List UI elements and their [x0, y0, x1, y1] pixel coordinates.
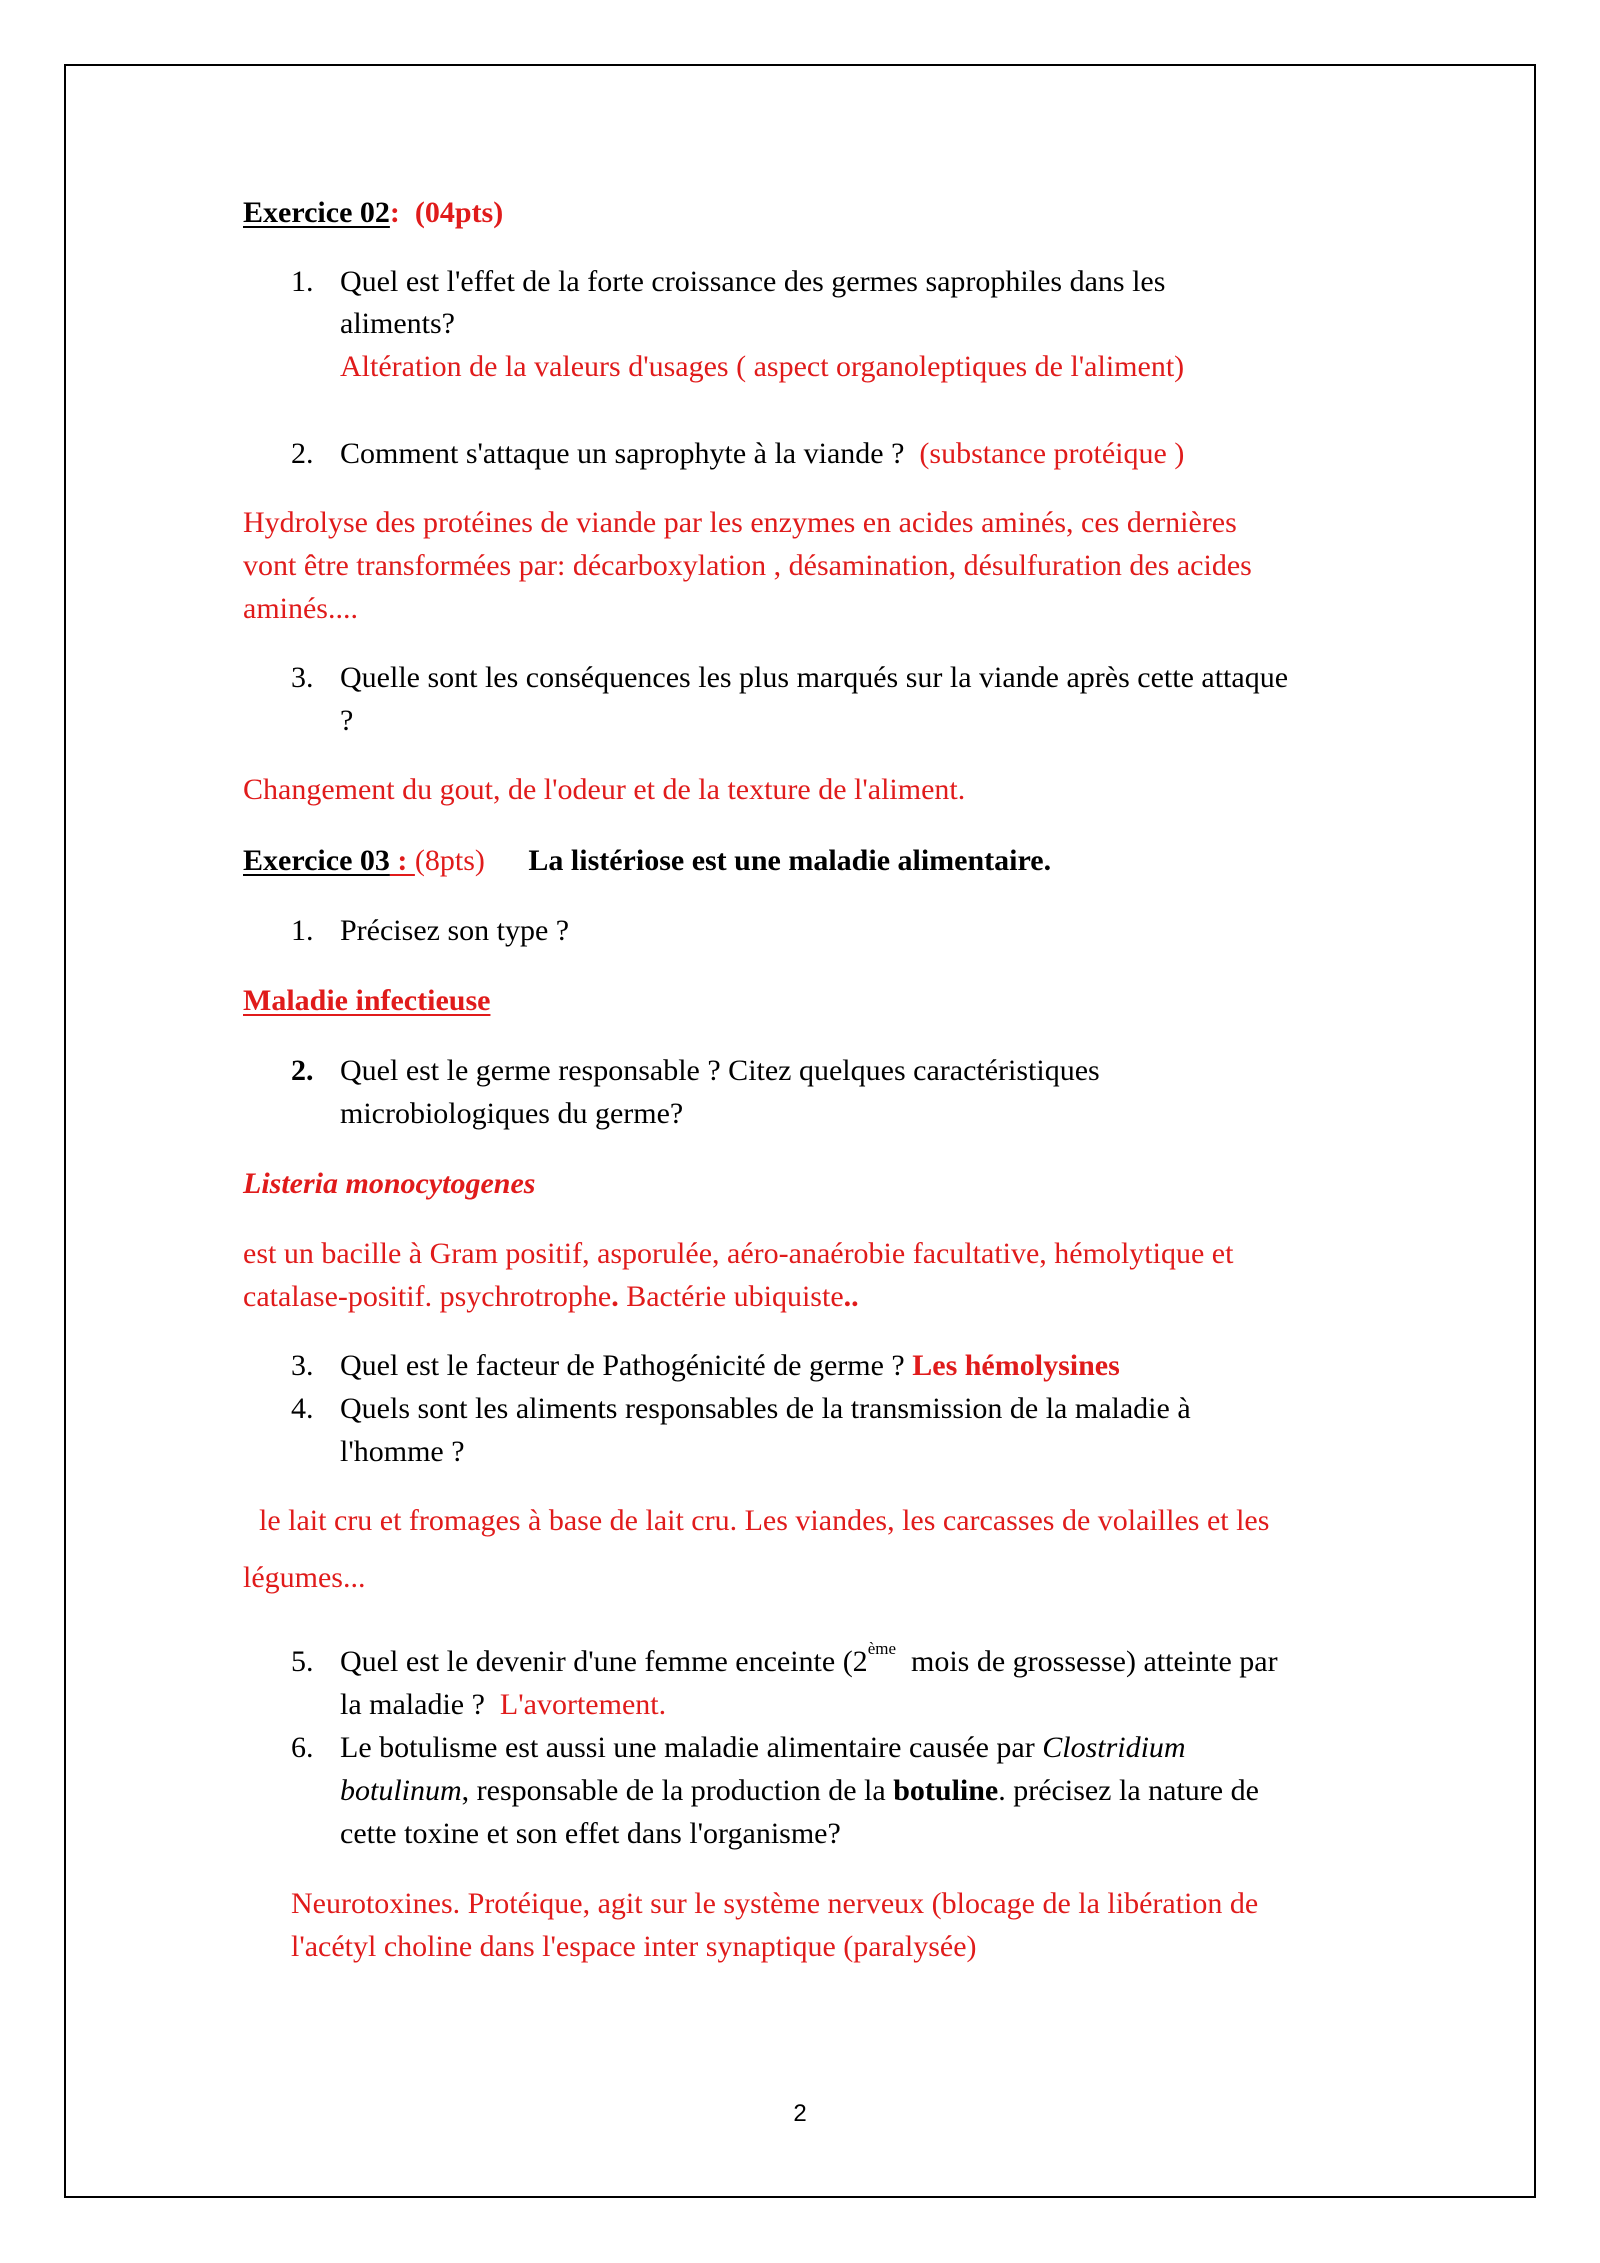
exercise-02-colon: :: [389, 196, 400, 229]
ex3-q2-answer-line1: est un bacille à Gram positif, asporulée, aéro-anaérobie facultative, hémolytique et: [243, 1237, 1234, 1270]
exercise-02-heading: [243, 192, 503, 234]
ex2-q2-answer-line3: aminés....: [243, 592, 358, 625]
ex3-q5-line1: [340, 1641, 1278, 1683]
ex3-q6-line2: [340, 1770, 1259, 1812]
ex3-q5-line2: [340, 1684, 666, 1726]
ex3-q6-line1: [340, 1727, 1186, 1769]
ex2-q1-line1: Quel est l'effet de la forte croissance des germes saprophiles dans les: [340, 265, 1166, 298]
ex3-q4-answer-line1: le lait cru et fromages à base de lait cru. Les viandes, les carcasses de volailles et les: [259, 1504, 1270, 1537]
ex3-q6-line1-a: Le botulisme est aussi une maladie alimentaire causée par: [340, 1731, 1043, 1764]
ex3-q1-number: 1.: [291, 914, 314, 947]
ex3-q2-line2: microbiologiques du germe?: [340, 1097, 684, 1130]
ex2-q3-line2: ?: [340, 704, 354, 737]
exercise-03-points: (8pts): [414, 844, 485, 877]
ex3-q5-text-b: mois de grossesse) atteinte par: [896, 1645, 1278, 1678]
ex2-q2-answer-line1: Hydrolyse des protéines de viande par les enzymes en acides aminés, ces dernières: [243, 506, 1237, 539]
ex3-q4-answer-line2: légumes...: [243, 1561, 366, 1594]
ex3-q6-line2-italic: botulinum: [340, 1774, 462, 1807]
ex2-q2-number: 2.: [291, 437, 314, 470]
ex3-q2-answer-line2-b: Bactérie ubiquiste: [618, 1280, 844, 1313]
ex3-q5-answer: L'avortement.: [499, 1688, 667, 1721]
ex3-q5-text-a: Quel est le devenir d'une femme enceinte (2: [340, 1645, 868, 1678]
ex3-q6-line2-bold: botuline: [893, 1774, 999, 1807]
ex3-q2-answer-line2-dot: .: [611, 1280, 619, 1313]
ex2-q2-text: Comment s'attaque un saprophyte à la viande ?: [340, 437, 905, 470]
ex3-q5-superscript: ème: [867, 1639, 897, 1658]
ex3-q6-number: 6.: [291, 1731, 314, 1764]
ex3-q6-line3: cette toxine et son effet dans l'organisme?: [340, 1817, 841, 1850]
ex2-q1-number: 1.: [291, 265, 314, 298]
ex3-q3-answer: Les hémolysines: [912, 1349, 1120, 1382]
ex3-q1-text: Précisez son type ?: [340, 914, 570, 947]
ex2-q2-hint: (substance protéique ): [919, 437, 1185, 470]
ex3-q2-answer-line2-a: catalase-positif. psychrotrophe: [243, 1280, 612, 1313]
ex2-q2-answer-line2: vont être transformées par: décarboxylation , désamination, désulfuration des acides: [243, 549, 1252, 582]
ex2-q3-number: 3.: [291, 661, 314, 694]
ex2-q2-question: [340, 433, 1184, 475]
ex3-q6-line1-italic: Clostridium: [1042, 1731, 1186, 1764]
page-number: 2: [793, 2100, 807, 2127]
ex2-q3-line1: Quelle sont les conséquences les plus marqués sur la viande après cette attaque: [340, 661, 1289, 694]
ex3-q4-line2: l'homme ?: [340, 1435, 465, 1468]
ex3-q4-number: 4.: [291, 1392, 314, 1425]
ex3-q3-text: Quel est le facteur de Pathogénicité de germe ?: [340, 1349, 905, 1382]
ex3-q4-line1: Quels sont les aliments responsables de la transmission de la maladie à: [340, 1392, 1191, 1425]
ex3-q6-answer-line1: Neurotoxines. Protéique, agit sur le système nerveux (blocage de la libération de: [291, 1887, 1259, 1920]
exercise-03-statement: La listériose est une maladie alimentaire.: [528, 844, 1052, 877]
ex3-q2-number: 2.: [291, 1054, 314, 1087]
ex3-q6-line2-b: . précisez la nature de: [998, 1774, 1259, 1807]
ex3-q3-number: 3.: [291, 1349, 314, 1382]
ex3-q2-answer-name: Listeria monocytogenes: [243, 1167, 536, 1200]
ex3-q2-answer-line2-dots: ..: [843, 1280, 859, 1313]
ex2-q3-answer: Changement du gout, de l'odeur et de la texture de l'aliment.: [243, 773, 966, 806]
ex3-q1-answer: Maladie infectieuse: [243, 984, 491, 1017]
ex3-q3-question: [340, 1345, 1120, 1387]
ex2-q1-line2: aliments?: [340, 307, 455, 340]
ex3-q6-line2-a: , responsable de la production de la: [461, 1774, 894, 1807]
exercise-03-title: Exercice 03: [243, 844, 390, 877]
ex3-q2-line1: Quel est le germe responsable ? Citez quelques caractéristiques: [340, 1054, 1100, 1087]
exercise-02-title: Exercice 02: [243, 196, 390, 229]
exercise-02-points: (04pts): [414, 196, 504, 229]
ex3-q5-number: 5.: [291, 1645, 314, 1678]
exercise-03-heading: [243, 840, 1051, 882]
ex3-q5-line2-text: la maladie ?: [340, 1688, 485, 1721]
exercise-03-colon: :: [389, 844, 415, 877]
ex2-q1-answer: Altération de la valeurs d'usages ( aspect organoleptiques de l'aliment): [340, 350, 1185, 383]
ex3-q6-answer-line2: l'acétyl choline dans l'espace inter synaptique (paralysée): [291, 1930, 977, 1963]
ex3-q2-answer-line2: [243, 1276, 859, 1318]
